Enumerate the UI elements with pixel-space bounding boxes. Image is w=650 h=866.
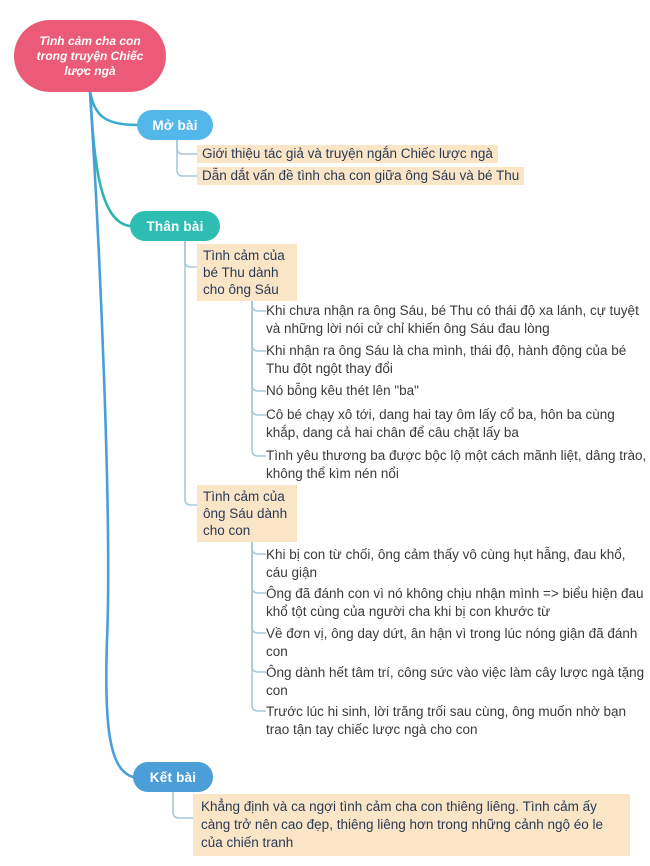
mobai-item: Dẫn dắt vấn đề tình cha con giữa ông Sáu và bé Thu: [197, 167, 524, 185]
edge-mobai-item1: [177, 138, 197, 154]
detail-item: Khi nhận ra ông Sáu là cha mình, thái độ, hành động của bé Thu đột ngột thay đổi: [266, 343, 627, 376]
edge-root-mobai: [90, 91, 137, 125]
detail-item: Ông đã đánh con vì nó không chịu nhận mình => biểu hiện đau khổ tột cùng của người cha khi bị con khước từ: [266, 586, 644, 619]
edge-mobai-item2: [177, 138, 197, 176]
detail-item: Ông dành hết tâm trí, công sức vào việc làm cây lược ngà tặng con: [266, 665, 645, 698]
edge-sub2-d2: [252, 539, 266, 593]
edge-sub2-d4: [252, 539, 266, 672]
edge-sub2-d5: [252, 539, 266, 711]
edge-thanbai-sub2: [185, 241, 197, 505]
root-label: Tình cảm cha con trong truyện Chiếc lược ngà: [36, 33, 144, 78]
detail-item: Nó bỗng kêu thét lên "ba": [266, 383, 419, 398]
branch-node-than-bai: [130, 211, 220, 241]
edge-root-ketbai: [90, 91, 133, 777]
subtopic-ong-sau: Tình cảm của ông Sáu dành cho con: [197, 485, 297, 542]
branch-node-mo-bai: [137, 110, 213, 140]
detail-item: Khi bị con từ chối, ông cảm thấy vô cùng hụt hẫng, đau khổ, cáu giận: [266, 547, 626, 580]
edge-sub1-d4: [252, 298, 266, 415]
detail-item: Khi chưa nhận ra ông Sáu, bé Thu có thái độ xa lánh, cự tuyệt và những lời nói cử chỉ khiến ông Sáu đau lòng: [266, 303, 639, 336]
mobai-item: Giới thiệu tác giả và truyện ngắn Chiếc lược ngà: [197, 145, 498, 163]
edge-thanbai-sub1: [185, 241, 197, 267]
branch-label: Thân bài: [146, 218, 204, 234]
branch-label: Mở bài: [152, 117, 198, 133]
detail-item: Cô bé chạy xô tới, dang hai tay ôm lấy cổ ba, hôn ba cùng khắp, dang cả hai chân để câu chặt lấy ba: [266, 407, 615, 440]
edge-sub1-d2: [252, 298, 266, 351]
ketbai-item: Khẳng định và ca ngợi tình cảm cha con thiêng liêng. Tình cảm ấy càng trở nên cao đẹp, thiêng liêng hơn trong những cảnh ngộ éo le của chiến tranh: [193, 794, 630, 856]
branch-label: Kết bài: [149, 769, 197, 785]
detail-item: Trước lúc hi sinh, lời trăng trối sau cùng, ông muốn nhờ bạn trao tận tay chiếc lược ngà cho con: [266, 704, 627, 737]
edge-ketbai-item1: [173, 792, 193, 818]
edge-sub1-d5: [252, 298, 266, 456]
branch-node-ket-bai: [133, 762, 213, 792]
subtopic-be-thu: Tình cảm của bé Thu dành cho ông Sáu: [197, 244, 297, 301]
detail-item: Về đơn vị, ông day dứt, ân hận vì trong lúc nóng giận đã đánh con: [266, 626, 638, 659]
edge-sub1-d3: [252, 298, 266, 391]
root-node: [14, 20, 166, 92]
detail-item: Tình yêu thương ba được bộc lộ một cách mãnh liệt, dâng trào, không thể kìm nén nổi: [266, 448, 647, 481]
